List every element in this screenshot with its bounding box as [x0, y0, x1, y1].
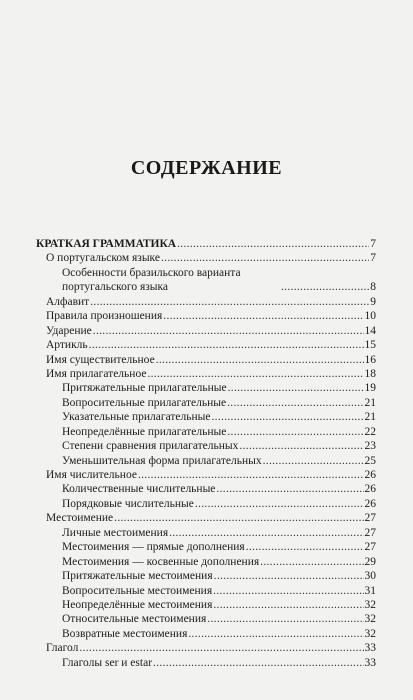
dot-leader [188, 627, 363, 641]
toc-entry [36, 381, 376, 395]
toc-entry [36, 396, 376, 410]
dot-leader [177, 237, 369, 251]
toc-entry [36, 439, 376, 453]
toc-entry [36, 266, 376, 295]
dot-leader [213, 584, 363, 598]
toc-entry [36, 540, 376, 554]
dot-leader [260, 555, 363, 569]
toc-entry-page-number: 33 [364, 642, 376, 655]
toc-entry-page-number: 32 [364, 627, 376, 640]
toc-entry-page-number: 26 [364, 497, 376, 510]
dot-leader [79, 641, 363, 655]
toc-entry [36, 295, 376, 309]
dot-leader [212, 410, 364, 424]
toc-entry [36, 237, 376, 251]
dot-leader [90, 295, 369, 309]
toc-entry-page-number: 22 [364, 425, 376, 438]
dot-leader [147, 367, 363, 381]
dot-leader [263, 454, 364, 468]
dot-leader [153, 656, 363, 670]
toc-entry-page-number: 10 [364, 310, 376, 323]
toc-entry-title: Порядковые числительные [62, 497, 194, 510]
toc-entry-page-number: 26 [364, 469, 376, 482]
page-title: СОДЕРЖАНИЕ [130, 157, 283, 179]
dot-leader [89, 338, 364, 352]
toc-entry-title: Возвратные местоимения [62, 627, 188, 640]
dot-leader [281, 280, 369, 294]
toc-entry-page-number: 14 [364, 324, 376, 337]
table-of-contents [36, 237, 376, 670]
toc-entry-page-number: 9 [370, 295, 376, 308]
toc-entry-title: Имя прилагательное [46, 367, 147, 380]
toc-entry-title: Указательные прилагательные [62, 411, 211, 424]
toc-entry [36, 612, 376, 626]
toc-entry-title: Притяжательные местоимения [62, 570, 213, 583]
toc-entry-page-number: 8 [370, 281, 376, 294]
toc-entry [36, 251, 376, 265]
toc-entry-page-number: 27 [364, 526, 376, 539]
toc-entry [36, 555, 376, 569]
toc-entry-page-number: 21 [364, 396, 376, 409]
dot-leader [195, 497, 364, 511]
dot-leader [239, 439, 363, 453]
toc-entry-title: Уменьшительная форма прилагательных [62, 454, 262, 467]
toc-entry [36, 454, 376, 468]
toc-entry-page-number: 7 [370, 238, 376, 250]
dot-leader [213, 598, 363, 612]
toc-entry-title: О португальском языке [46, 252, 160, 265]
toc-entry-page-number: 21 [364, 411, 376, 424]
toc-entry-title: Правила произношения [46, 310, 163, 323]
toc-entry-page-number: 26 [364, 483, 376, 496]
dot-leader [227, 396, 363, 410]
toc-entry [36, 569, 376, 583]
dot-leader [214, 569, 364, 583]
toc-entry-title: Глаголы ser и estar [62, 656, 153, 669]
toc-entry-title: Ударение [46, 324, 92, 337]
toc-entry-page-number: 29 [364, 555, 376, 568]
toc-entry [36, 468, 376, 482]
toc-entry [36, 497, 376, 511]
dot-leader [138, 468, 364, 482]
toc-entry [36, 353, 376, 367]
dot-leader [246, 540, 364, 554]
toc-entry [36, 641, 376, 655]
toc-entry-page-number: 18 [364, 367, 376, 380]
toc-entry [36, 309, 376, 323]
toc-entry [36, 324, 376, 338]
toc-entry-title: Количественные числительные [62, 483, 216, 496]
toc-entry-title: Относительные местоимения [62, 613, 207, 626]
toc-entry [36, 410, 376, 424]
toc-entry-page-number: 25 [364, 454, 376, 467]
toc-entry [36, 367, 376, 381]
dot-leader [114, 511, 363, 525]
dot-leader [169, 526, 363, 540]
toc-entry [36, 338, 376, 352]
dot-leader [156, 353, 364, 367]
toc-entry-page-number: 32 [364, 613, 376, 626]
toc-entry-page-number: 27 [364, 541, 376, 554]
toc-entry-page-number: 32 [364, 598, 376, 611]
toc-entry-title: Степени сравнения прилагательных [62, 440, 239, 453]
toc-entry-title: Имя числительное [46, 469, 137, 482]
toc-entry-title: Неопределённые прилагательные [62, 425, 227, 438]
toc-entry-title: Местоимения — косвенные дополнения [62, 555, 260, 568]
toc-entry-title: Местоимения — прямые дополнения [62, 541, 245, 554]
toc-entry-title: Артикль [46, 339, 88, 352]
toc-entry [36, 511, 376, 525]
toc-entry-title: Имя существительное [46, 353, 155, 366]
toc-entry-title: Глагол [46, 642, 79, 655]
toc-entry-title: Особенности бразильского варианта португальского языка [62, 266, 241, 294]
toc-entry-title: Вопросительные местоимения [62, 584, 213, 597]
toc-entry-title: Личные местоимения [62, 526, 169, 539]
dot-leader [227, 425, 363, 439]
toc-entry-title: Неопределённые местоимения [62, 598, 213, 611]
toc-entry-page-number: 23 [364, 440, 376, 453]
toc-entry-title: Местоимение [46, 512, 114, 525]
toc-entry [36, 482, 376, 496]
toc-entry-title: Притяжательные прилагательные [62, 382, 227, 395]
dot-leader [216, 482, 363, 496]
toc-entry-page-number: 31 [364, 584, 376, 597]
toc-entry-page-number: 19 [364, 382, 376, 395]
toc-entry-title: КРАТКАЯ ГРАММАТИКА [36, 238, 177, 250]
toc-entry [36, 425, 376, 439]
dot-leader [93, 324, 364, 338]
toc-entry-page-number: 15 [364, 339, 376, 352]
toc-entry-title: Алфавит [46, 295, 90, 308]
toc-entry-title: Вопросительные прилагательные [62, 396, 227, 409]
dot-leader [207, 612, 363, 626]
toc-entry-page-number: 16 [364, 353, 376, 366]
dot-leader [228, 381, 364, 395]
toc-entry [36, 656, 376, 670]
toc-entry-page-number: 30 [364, 570, 376, 583]
dot-leader [163, 309, 363, 323]
toc-entry-page-number: 33 [364, 656, 376, 669]
toc-entry [36, 627, 376, 641]
toc-entry [36, 598, 376, 612]
toc-entry [36, 584, 376, 598]
toc-entry-page-number: 27 [364, 512, 376, 525]
toc-entry-page-number: 7 [370, 252, 376, 265]
toc-entry [36, 526, 376, 540]
dot-leader [161, 251, 369, 265]
